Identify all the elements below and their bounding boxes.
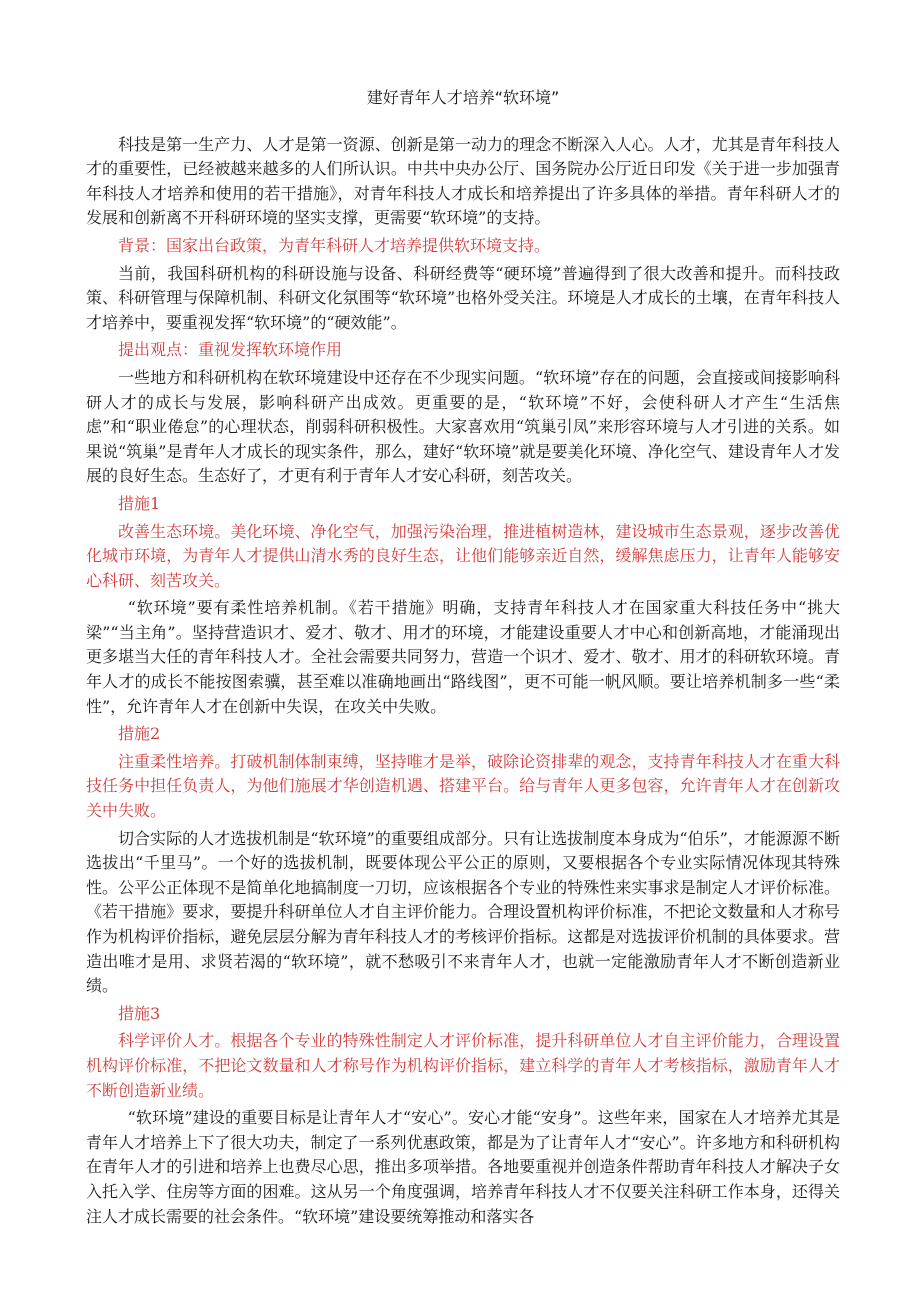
measure-3-label: 措施3 — [118, 1003, 161, 1023]
measure-1-note: 改善生态环境。美化环境、净化空气，加强污染治理，推进植树造林，建设城市生态景观，逐步改善优化城市环境，为青年人才提供山清水秀的良好生态，让他们能够亲近自然，缓解焦虑压力，让青年人能够安心科研、刻苦攻关。 — [86, 521, 840, 590]
document-page — [86, 86, 840, 1232]
paragraph-problems: 一些地方和科研机构在软环境建设中还存在不少现实问题。“软环境”存在的问题，会直接或间接影响科研人才的成长与发展，影响科研产出成效。更重要的是，“软环境”不好，会使科研人才产生“生活焦虑”和“职业倦怠”的心理状态，削弱科研积极性。大家喜欢用“筑巢引凤”来形容环境与人才引进的关系。如果说“筑巢”是青年人才成长的现实条件，那么，建好“软环境”就是要美化环境、净化空气、建设青年人才发展的良好生态。生态好了，才更有利于青年人才安心科研，刻苦攻关。 — [86, 367, 840, 486]
measure-2-label: 措施2 — [118, 724, 161, 744]
paragraph-flexible-mechanism: “软环境”要有柔性培养机制。《若干措施》明确，支持青年科技人才在国家重大科技任务中“挑大梁”“当主角”。坚持营造识才、爱才、敬才、用才的环境，才能建设重要人才中心和创新高地，才能涌现出更多堪当大任的青年科技人才。全社会需要共同努力，营造一个识才、爱才、敬才、用才的科研软环境。青年人才的成长不能按图索骥，甚至难以准确地画出“路线图”，更不可能一帆风顺。要让培养机制多一些“柔性”，允许青年人才在创新中失误，在攻关中失败。 — [86, 598, 840, 716]
measure-3-note: 科学评价人才。根据各个专业的特殊性制定人才评价标准，提升科研单位人才自主评价能力，合理设置机构评价标准，不把论文数量和人才称号作为机构评价指标，建立科学的青年人才考核指标，激励青年人才不断创造新业绩。 — [86, 1031, 840, 1100]
annotation-background: 背景：国家出台政策，为青年科研人才培养提供软环境支持。 — [118, 235, 551, 255]
paragraph-intro: 科技是第一生产力、人才是第一资源、创新是第一动力的理念不断深入人心。人才，尤其是青年科技人才的重要性，已经被越来越多的人们所认识。中共中央办公厅、国务院办公厅近日印发《关于进一步加强青年科技人才培养和使用的若干措施》，对青年科技人才成长和培养提出了许多具体的举措。青年科研人才的发展和创新离不开科研环境的坚实支撑，更需要“软环境”的支持。 — [86, 134, 840, 228]
annotation-viewpoint: 提出观点：重视发挥软环境作用 — [118, 340, 343, 360]
measure-2-note: 注重柔性培养。打破机制体制束缚，坚持唯才是举，破除论资排辈的观念，支持青年科技人才在重大科技任务中担任负责人，为他们施展才华创造机遇、搭建平台。给与青年人更多包容，允许青年人才在创新攻关中失败。 — [86, 751, 840, 821]
document-title: 建好青年人才培养“软环境” — [366, 88, 560, 107]
paragraph-hard-soft-environment: 当前，我国科研机构的科研设施与设备、科研经费等“硬环境”普遍得到了很大改善和提升。而科技政策、科研管理与保障机制、科研文化氛围等“软环境”也格外受关注。环境是人才成长的土壤，在青年科技人才培养中，要重视发挥“软环境”的“硬效能”。 — [86, 263, 840, 332]
paragraph-peace-of-mind: “软环境”建设的重要目标是让青年人才“安心”。安心才能“安身”。这些年来，国家在人才培养尤其是青年人才培养上下了很大功夫，制定了一系列优惠政策，都是为了让青年人才“安心”。许多地方和科研机构在青年人才的引进和培养上也费尽心思，推出多项举措。各地要重视并创造条件帮助青年科技人才解决子女入托入学、住房等方面的困难。这从另一个角度强调，培养青年科技人才不仅要关注科研工作本身，还得关注人才成长需要的社会条件。“软环境”建设要统筹推动和落实各 — [86, 1108, 840, 1226]
measure-1-label: 措施1 — [118, 493, 161, 513]
paragraph-selection-mechanism: 切合实际的人才选拔机制是“软环境”的重要组成部分。只有让选拔制度本身成为“伯乐”，才能源源不断选拔出“千里马”。一个好的选拔机制，既要体现公平公正的原则，又要根据各个专业实际情况体现其特殊性。公平公正体现不是简单化地搞制度一刀切，应该根据各个专业的特殊性来实事求是制定人才评价标准。《若干措施》要求，要提升科研单位人才自主评价能力。合理设置机构评价标准，不把论文数量和人才称号作为机构评价指标，避免层层分解为青年科技人才的考核评价指标。这都是对选拔评价机制的具体要求。营造出唯才是用、求贤若渴的“软环境”，就不愁吸引不来青年人才，也就一定能激励青年人才不断创造新业绩。 — [86, 828, 840, 996]
